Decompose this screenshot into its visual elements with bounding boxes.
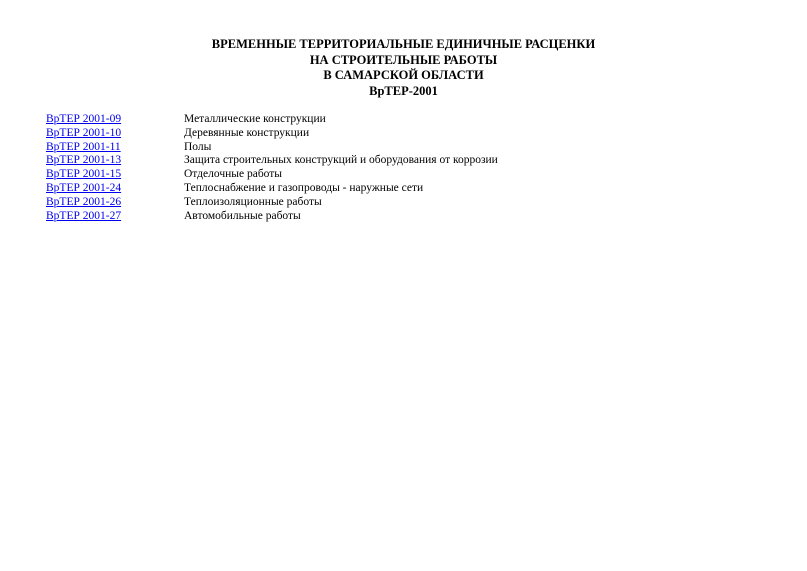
doc-description: Теплоснабжение и газопроводы - наружные сети bbox=[184, 181, 424, 194]
list-item bbox=[46, 154, 498, 168]
doc-description: Металлические конструкции bbox=[184, 113, 326, 125]
doc-description: Автомобильные работы bbox=[184, 209, 301, 222]
doc-link-2001-27[interactable]: ВрТЕР 2001-27 bbox=[46, 209, 122, 222]
page-title bbox=[0, 37, 807, 99]
list-item bbox=[46, 196, 498, 210]
list-item bbox=[46, 168, 498, 182]
doc-link-2001-24[interactable]: ВрТЕР 2001-24 bbox=[46, 181, 122, 194]
doc-link-2001-13[interactable]: ВрТЕР 2001-13 bbox=[46, 154, 122, 167]
list-item bbox=[46, 141, 498, 155]
document-list bbox=[46, 113, 498, 223]
doc-description: Полы bbox=[184, 140, 212, 153]
doc-description: Теплоизоляционные работы bbox=[184, 195, 322, 208]
doc-link-2001-15[interactable]: ВрТЕР 2001-15 bbox=[46, 168, 122, 181]
title-line-3: В САМАРСКОЙ ОБЛАСТИ bbox=[323, 68, 484, 82]
doc-link-2001-09[interactable]: ВрТЕР 2001-09 bbox=[46, 113, 122, 125]
doc-description: Деревянные конструкции bbox=[184, 126, 310, 139]
doc-link-2001-11[interactable]: ВрТЕР 2001-11 bbox=[46, 140, 121, 153]
list-item bbox=[46, 210, 498, 224]
title-line-2: НА СТРОИТЕЛЬНЫЕ РАБОТЫ bbox=[309, 52, 498, 67]
doc-link-2001-10[interactable]: ВрТЕР 2001-10 bbox=[46, 126, 122, 139]
title-line-4: ВрТЕР-2001 bbox=[369, 83, 438, 98]
list-item bbox=[46, 113, 498, 127]
doc-link-2001-26[interactable]: ВрТЕР 2001-26 bbox=[46, 195, 122, 208]
title-line-1: ВРЕМЕННЫЕ ТЕРРИТОРИАЛЬНЫЕ ЕДИНИЧНЫЕ РАСЦЕНКИ bbox=[211, 37, 596, 51]
doc-description: Отделочные работы bbox=[184, 168, 283, 181]
list-item bbox=[46, 127, 498, 141]
list-item bbox=[46, 182, 498, 196]
doc-description: Защита строительных конструкций и оборудования от коррозии bbox=[184, 154, 498, 167]
